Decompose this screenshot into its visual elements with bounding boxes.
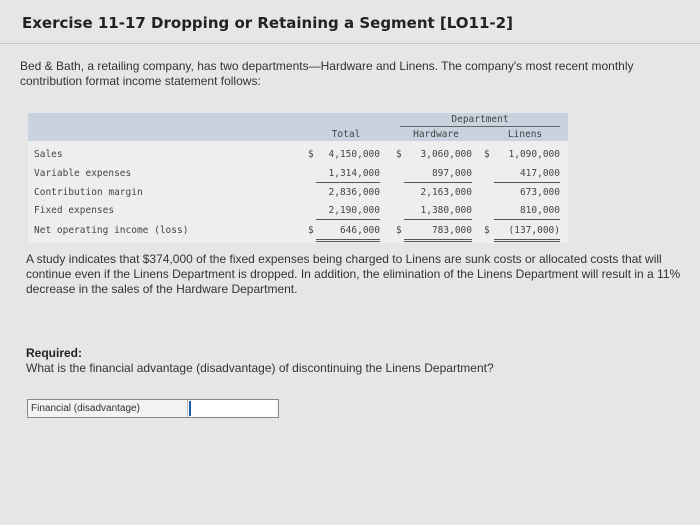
fixed-expenses-total: 2,190,000: [328, 205, 380, 216]
subtotal-rule: [494, 219, 560, 220]
column-header-linens: Linens: [507, 129, 543, 140]
row-label-contribution-margin: Contribution margin: [34, 187, 143, 198]
total-double-rule: [494, 241, 560, 242]
row-label-net-operating-income: Net operating income (loss): [34, 225, 189, 236]
currency-symbol: $: [308, 149, 314, 160]
contribution-margin-total: 2,836,000: [328, 187, 380, 198]
column-header-hardware: Hardware: [413, 129, 459, 140]
financial-advantage-input[interactable]: [189, 401, 275, 416]
currency-symbol: $: [308, 225, 314, 236]
variable-expenses-total: 1,314,000: [328, 168, 380, 179]
study-paragraph: A study indicates that $374,000 of the fixed expenses being charged to Linens are sunk costs or allocated costs that will continue even if the Linens Department is dropped. In addition, the elimination of the Linens Department will result in a 11% decrease in the sales of the Hardware Department.: [26, 252, 681, 296]
answer-row: [27, 399, 279, 418]
total-double-rule: [404, 239, 472, 240]
title-divider: [0, 43, 700, 44]
sales-hardware: 3,060,000: [420, 149, 472, 160]
currency-symbol: $: [396, 149, 402, 160]
subtotal-rule: [404, 182, 472, 183]
contribution-margin-hardware: 2,163,000: [420, 187, 472, 198]
intro-paragraph: Bed & Bath, a retailing company, has two departments—Hardware and Linens. The company's most recent monthly contribution format income statement follows:: [20, 59, 634, 88]
subtotal-rule: [316, 182, 380, 183]
contribution-margin-linens: 673,000: [519, 187, 560, 198]
currency-symbol: $: [396, 225, 402, 236]
currency-symbol: $: [484, 149, 490, 160]
total-double-rule: [316, 241, 380, 242]
column-header-total: Total: [331, 129, 361, 140]
fixed-expenses-hardware: 1,380,000: [420, 205, 472, 216]
variable-expenses-linens: 417,000: [519, 168, 560, 179]
department-underline: [400, 126, 560, 127]
total-double-rule: [404, 241, 472, 242]
row-label-fixed-expenses: Fixed expenses: [34, 205, 115, 216]
subtotal-rule: [404, 219, 472, 220]
subtotal-rule: [316, 219, 380, 220]
net-operating-income-hardware: 783,000: [431, 225, 472, 236]
subtotal-rule: [494, 182, 560, 183]
net-operating-income-total: 646,000: [339, 225, 380, 236]
answer-label: Financial (disadvantage): [28, 400, 188, 417]
net-operating-income-linens: (137,000): [508, 225, 560, 236]
variable-expenses-hardware: 897,000: [431, 168, 472, 179]
required-heading: Required:: [26, 346, 83, 360]
total-double-rule: [494, 239, 560, 240]
income-statement-table: [28, 113, 568, 243]
row-label-variable-expenses: Variable expenses: [34, 168, 132, 179]
currency-symbol: $: [484, 225, 490, 236]
total-double-rule: [316, 239, 380, 240]
sales-total: 4,150,000: [328, 149, 380, 160]
fixed-expenses-linens: 810,000: [519, 205, 560, 216]
exercise-title: Exercise 11-17 Dropping or Retaining a Segment [LO11-2]: [22, 14, 513, 32]
department-header: Department: [451, 114, 509, 125]
sales-linens: 1,090,000: [508, 149, 560, 160]
row-label-sales: Sales: [34, 149, 63, 160]
required-question: What is the financial advantage (disadvantage) of discontinuing the Linens Department?: [26, 361, 494, 375]
